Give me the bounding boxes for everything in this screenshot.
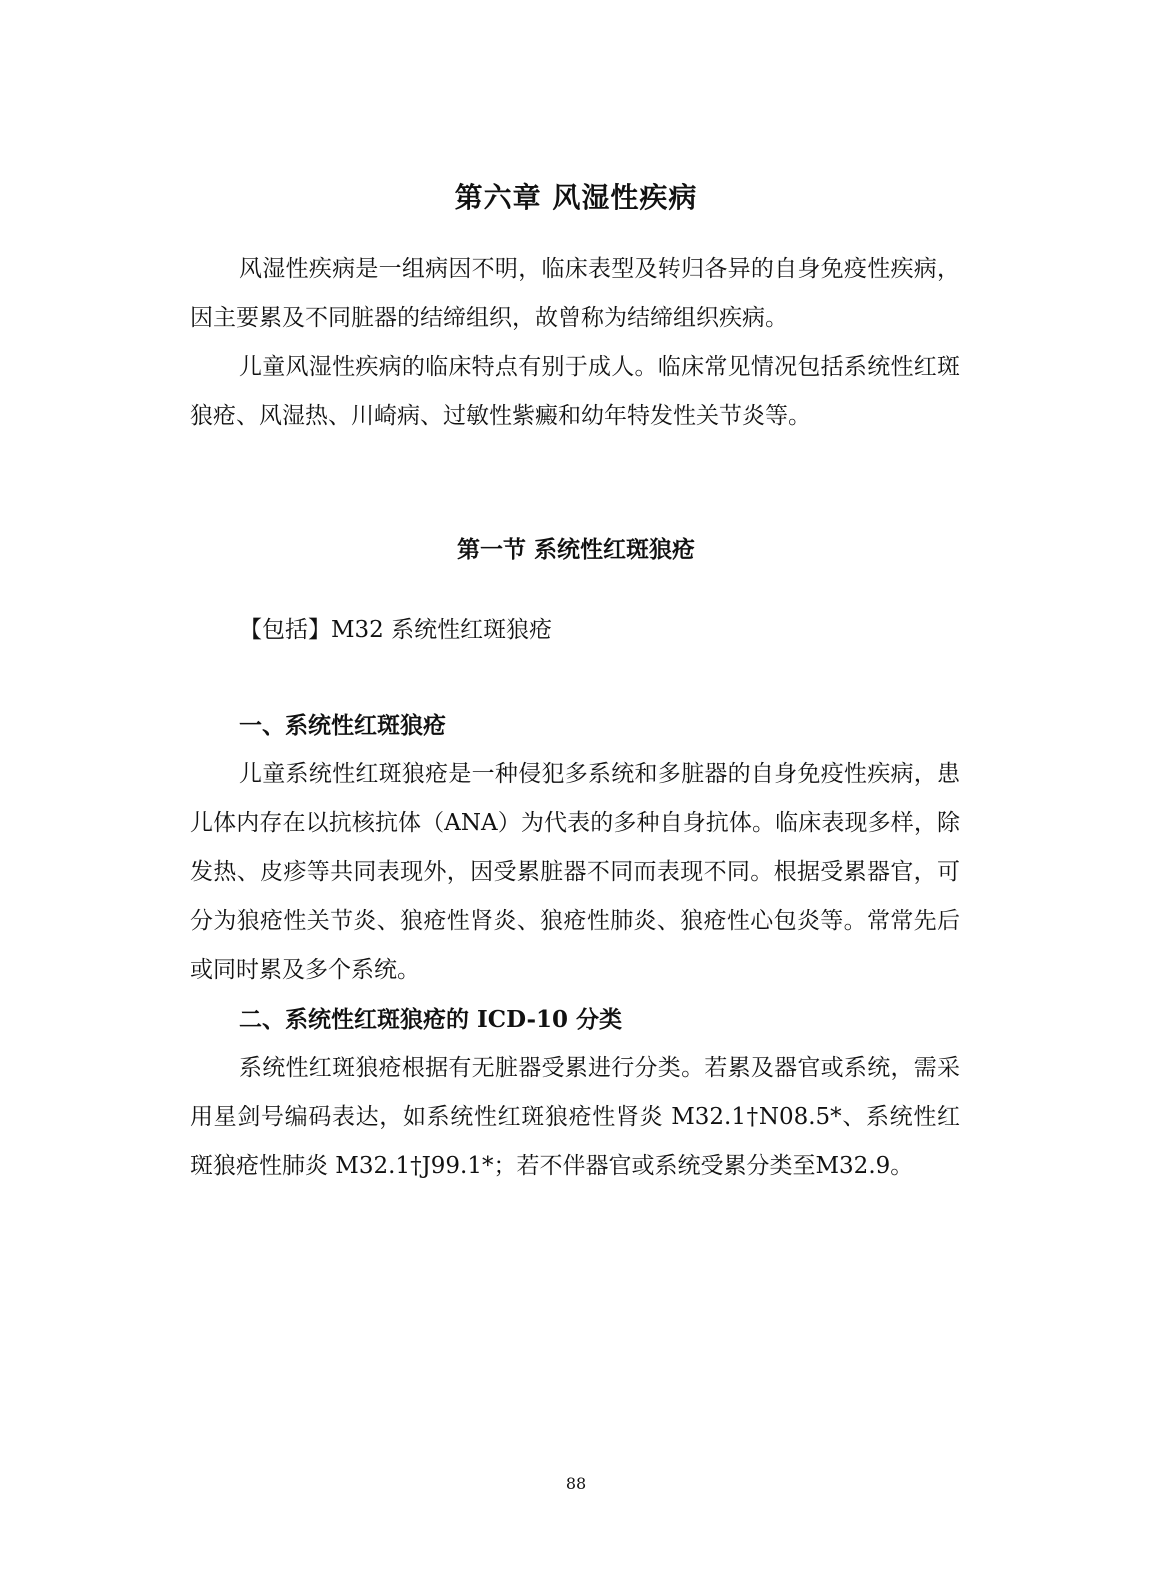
chapter-title: 第六章 风湿性疾病 (454, 181, 698, 214)
include-line: 【包括】M32 系统性红斑狼疮 (239, 617, 553, 643)
subsection-heading-1: 一、系统性红斑狼疮 (239, 712, 446, 739)
intro-paragraph-1: 风湿性疾病是一组病因不明，临床表型及转归各异的自身免疫性疾病，因主要累及不同脏器的结缔组织，故曾称为结缔组织疾病。 (190, 256, 960, 331)
section-title: 第一节 系统性红斑狼疮 (456, 536, 695, 563)
intro-paragraph-2: 儿童风湿性疾病的临床特点有别于成人。临床常见情况包括系统性红斑狼疮、风湿热、川崎病、过敏性紫癜和幼年特发性关节炎等。 (190, 354, 960, 429)
subsection-heading-2: 二、系统性红斑狼疮的 ICD-10 分类 (239, 1006, 623, 1033)
subsection-paragraph-1: 儿童系统性红斑狼疮是一种侵犯多系统和多脏器的自身免疫性疾病，患儿体内存在以抗核抗体（ANA）为代表的多种自身抗体。临床表现多样，除发热、皮疹等共同表现外，因受累脏器不同而表现不同。根据受累器官，可分为狼疮性关节炎、狼疮性肾炎、狼疮性肺炎、狼疮性心包炎等。常常先后或同时累及多个系统。 (190, 761, 960, 983)
page-number: 88 (565, 1474, 587, 1493)
subsection-paragraph-2: 系统性红斑狼疮根据有无脏器受累进行分类。若累及器官或系统，需采用星剑号编码表达，如系统性红斑狼疮性肾炎 M32.1†N08.5*、系统性红斑狼疮性肺炎 M32.1†J99.1*；若不伴器官或系统受累分类至M32.9。 (190, 1055, 960, 1179)
